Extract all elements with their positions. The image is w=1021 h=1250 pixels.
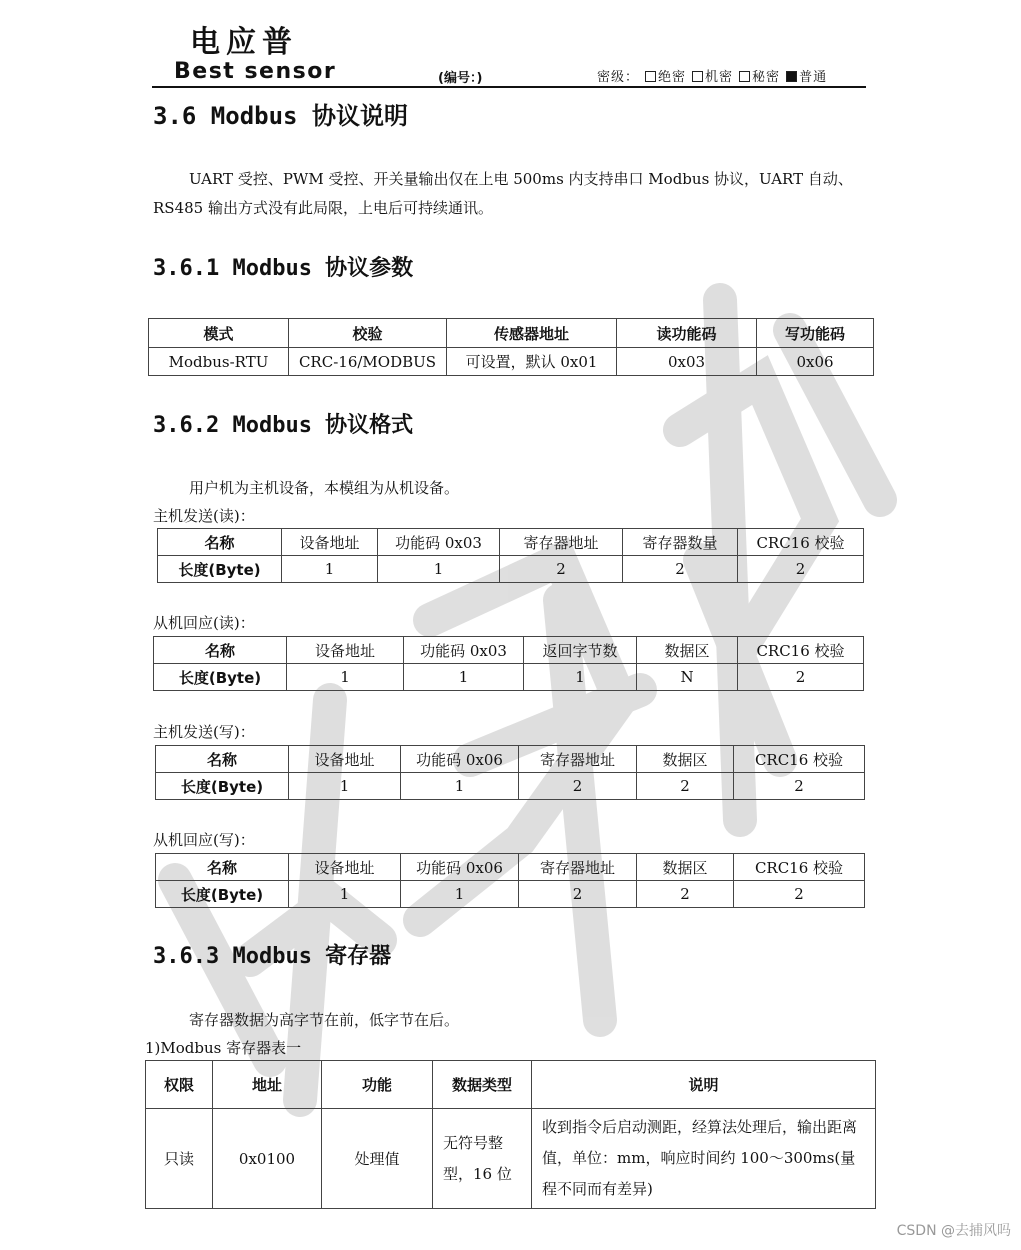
checkbox-icon xyxy=(645,71,656,82)
logo-chinese: 电应普 xyxy=(190,25,298,60)
table-cell: CRC16 校验 xyxy=(738,529,864,556)
section-3-6-paragraph: UART 受控、PWM 受控、开关量输出仅在上电 500ms 内支持串口 Modbus 协议，UART 自动、RS485 输出方式没有此局限，上电后可持续通讯。 xyxy=(153,170,853,217)
table-cell: Modbus-RTU xyxy=(149,348,289,376)
table-cell: 名称 xyxy=(154,637,287,664)
table-cell: CRC-16/MODBUS xyxy=(289,348,447,376)
checkbox-icon xyxy=(739,71,750,82)
master-read-table xyxy=(157,528,864,583)
table-header-row xyxy=(154,637,864,664)
table-cell: 名称 xyxy=(156,854,289,881)
table-cell: 数据区 xyxy=(637,854,734,881)
table-row xyxy=(158,556,864,583)
table-cell: 设备地址 xyxy=(287,637,404,664)
table-cell: 处理值 xyxy=(322,1109,433,1209)
table-cell: 功能码 0x03 xyxy=(404,637,524,664)
table-cell: 设备地址 xyxy=(289,854,401,881)
table-cell: CRC16 校验 xyxy=(734,746,865,773)
header-cell: 写功能码 xyxy=(757,319,874,348)
secrecy-option: 秘密 xyxy=(752,70,781,85)
table-cell: 1 xyxy=(401,773,519,800)
table-cell: 0x03 xyxy=(617,348,757,376)
table-cell: 2 xyxy=(519,881,637,908)
table-cell: 2 xyxy=(637,881,734,908)
table-cell: 1 xyxy=(524,664,637,691)
table-cell: 功能码 0x03 xyxy=(378,529,500,556)
table-cell: 功能码 0x06 xyxy=(401,746,519,773)
table-cell: 寄存器数量 xyxy=(623,529,738,556)
table-cell: 功能码 0x06 xyxy=(401,854,519,881)
table-cell: 设备地址 xyxy=(289,746,401,773)
table-header-row xyxy=(158,529,864,556)
logo-english: Best sensor xyxy=(174,59,337,84)
table-cell: 1 xyxy=(289,881,401,908)
table-cell: 长度(Byte) xyxy=(158,556,282,583)
table-cell: 设备地址 xyxy=(282,529,378,556)
table-row xyxy=(146,1109,876,1209)
table-cell: 1 xyxy=(401,881,519,908)
table-cell: 2 xyxy=(734,773,865,800)
section-3-6-title: 3.6 Modbus 协议说明 xyxy=(153,102,408,130)
protocol-params-table xyxy=(148,318,874,376)
section-3-6-2-title: 3.6.2 Modbus 协议格式 xyxy=(153,413,414,438)
table-header-row xyxy=(156,854,865,881)
table-cell: 长度(Byte) xyxy=(156,773,289,800)
table-cell: 寄存器地址 xyxy=(519,854,637,881)
table-cell: CRC16 校验 xyxy=(734,854,865,881)
checked-box-icon xyxy=(786,71,797,82)
table-caption: 从机回应(读)： xyxy=(153,614,255,632)
document-number: (编号：) xyxy=(438,71,483,86)
table-cell: 0x0100 xyxy=(213,1109,322,1209)
table-cell: 寄存器地址 xyxy=(519,746,637,773)
table-cell: 2 xyxy=(734,881,865,908)
table-cell: 名称 xyxy=(158,529,282,556)
table-cell: 1 xyxy=(289,773,401,800)
header-cell: 地址 xyxy=(213,1061,322,1109)
master-write-table xyxy=(155,745,865,800)
table-row xyxy=(154,664,864,691)
table-cell: 2 xyxy=(500,556,623,583)
header-divider xyxy=(152,86,866,88)
table-cell: 1 xyxy=(404,664,524,691)
table-row xyxy=(156,773,865,800)
csdn-watermark: CSDN @去捕风吗 xyxy=(896,1223,1011,1239)
table-cell: 1 xyxy=(282,556,378,583)
table-row xyxy=(149,348,874,376)
table-cell: 数据区 xyxy=(637,637,738,664)
table-cell: 2 xyxy=(637,773,734,800)
table-cell: 数据区 xyxy=(637,746,734,773)
header-cell: 功能 xyxy=(322,1061,433,1109)
table-cell: N xyxy=(637,664,738,691)
table-cell: 只读 xyxy=(146,1109,213,1209)
slave-write-table xyxy=(155,853,865,908)
table-header-row xyxy=(146,1061,876,1109)
header-cell: 读功能码 xyxy=(617,319,757,348)
section-3-6-3-title: 3.6.3 Modbus 寄存器 xyxy=(153,944,392,969)
table-row xyxy=(156,881,865,908)
table-caption: 1)Modbus 寄存器表一 xyxy=(145,1039,302,1057)
section-3-6-3-intro: 寄存器数据为高字节在前，低字节在后。 xyxy=(189,1011,460,1029)
slave-read-table xyxy=(153,636,864,691)
table-cell: CRC16 校验 xyxy=(738,637,864,664)
table-cell: 返回字节数 xyxy=(524,637,637,664)
section-3-6-2-intro: 用户机为主机设备，本模组为从机设备。 xyxy=(189,479,460,497)
register-table xyxy=(145,1060,876,1209)
section-3-6-1-title: 3.6.1 Modbus 协议参数 xyxy=(153,256,414,281)
secrecy-option: 普通 xyxy=(799,70,828,85)
table-cell: 0x06 xyxy=(757,348,874,376)
header-cell: 数据类型 xyxy=(433,1061,532,1109)
table-caption: 从机回应(写)： xyxy=(153,831,255,849)
table-cell: 长度(Byte) xyxy=(156,881,289,908)
secrecy-level xyxy=(597,66,827,85)
table-cell: 可设置，默认 0x01 xyxy=(447,348,617,376)
header-cell: 权限 xyxy=(146,1061,213,1109)
table-cell: 长度(Byte) xyxy=(154,664,287,691)
table-cell: 2 xyxy=(738,664,864,691)
table-cell: 名称 xyxy=(156,746,289,773)
header-cell: 校验 xyxy=(289,319,447,348)
header-cell: 传感器地址 xyxy=(447,319,617,348)
table-header-row xyxy=(149,319,874,348)
table-caption: 主机发送(写)： xyxy=(153,723,255,741)
header-cell: 说明 xyxy=(532,1061,876,1109)
table-cell: 收到指令后启动测距，经算法处理后，输出距离值，单位：mm，响应时间约 100～300ms(量程不同而有差异) xyxy=(532,1109,876,1209)
table-caption: 主机发送(读)： xyxy=(153,507,255,525)
secrecy-option: 绝密 xyxy=(658,70,687,85)
secrecy-label: 密级： xyxy=(597,70,640,85)
table-cell: 1 xyxy=(287,664,404,691)
secrecy-option: 机密 xyxy=(705,70,734,85)
table-cell: 1 xyxy=(378,556,500,583)
table-cell: 无符号整型，16 位 xyxy=(433,1109,532,1209)
table-cell: 2 xyxy=(623,556,738,583)
table-header-row xyxy=(156,746,865,773)
header-cell: 模式 xyxy=(149,319,289,348)
table-cell: 2 xyxy=(519,773,637,800)
table-cell: 寄存器地址 xyxy=(500,529,623,556)
checkbox-icon xyxy=(692,71,703,82)
table-cell: 2 xyxy=(738,556,864,583)
